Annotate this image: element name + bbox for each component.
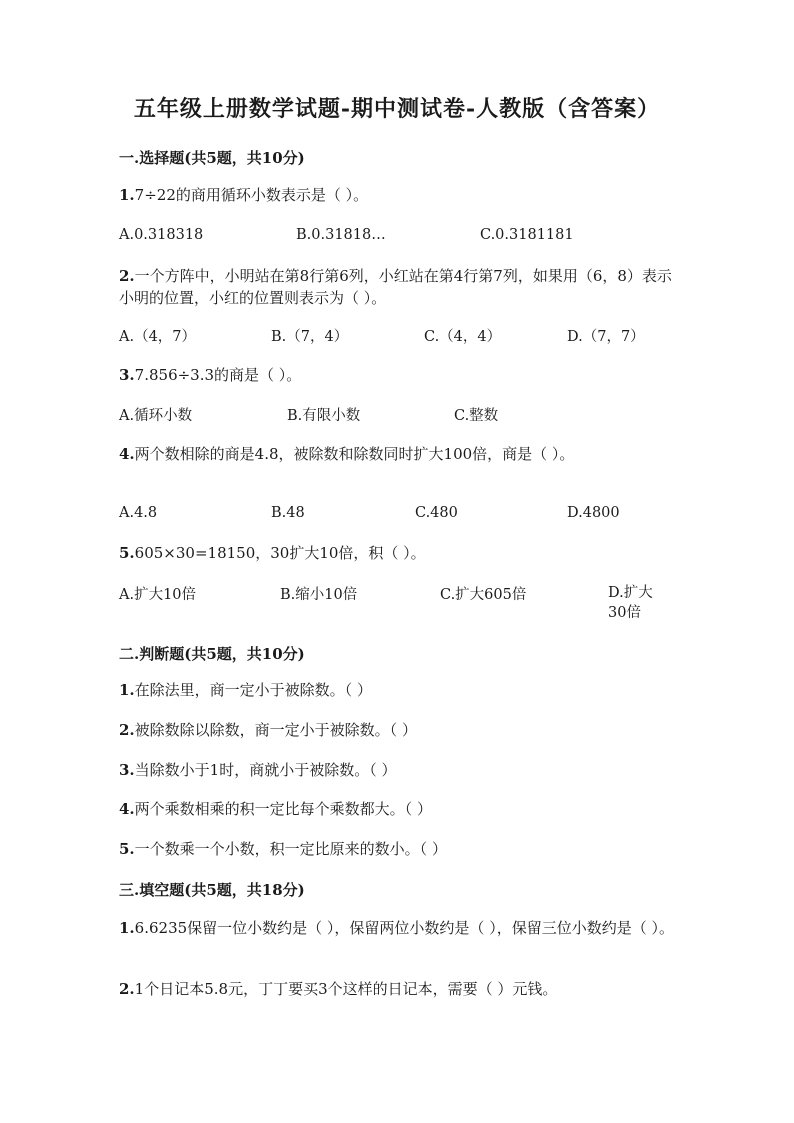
- question-text: 两个数相除的商是4.8，被除数和除数同时扩大100倍，商是（ ）。: [134, 445, 575, 463]
- question-number: 2.: [119, 267, 135, 285]
- option-a: A.（4，7）: [119, 329, 197, 345]
- question-choice-2: [119, 265, 679, 309]
- question-text: 6.6235保留一位小数约是（ ），保留两位小数约是（ ），保留三位小数约是（ ）。: [134, 919, 674, 937]
- question-text: 7÷22的商用循环小数表示是（ ）。: [134, 186, 369, 204]
- option-a: A.4.8: [119, 505, 158, 521]
- question-text: 当除数小于1时，商就小于被除数。（ ）: [134, 761, 397, 779]
- question-number: 1.: [119, 681, 135, 699]
- question-text: 605×30=18150，30扩大10倍，积（ ）。: [134, 544, 426, 562]
- question-text: 在除法里，商一定小于被除数。（ ）: [134, 681, 372, 699]
- question-number: 2.: [119, 721, 135, 739]
- question-number: 1.: [119, 919, 135, 937]
- question-text: 被除数除以除数，商一定小于被除数。（ ）: [134, 721, 417, 739]
- question-text: 7.856÷3.3的商是（ ）。: [134, 366, 302, 384]
- question-fill-2: [119, 978, 679, 1000]
- section-header-judge: 二.判断题(共5题，共10分): [119, 645, 305, 663]
- question-fill-1: [119, 917, 679, 939]
- option-b: B.有限小数: [287, 408, 361, 424]
- question-choice-5: [119, 542, 679, 564]
- question-text: 两个乘数相乘的积一定比每个乘数都大。（ ）: [134, 800, 432, 818]
- question-number: 5.: [119, 840, 135, 858]
- option-b: B.48: [271, 505, 305, 521]
- option-a: A.0.318318: [119, 227, 204, 243]
- question-text: 一个数乘一个小数，积一定比原来的数小。（ ）: [134, 840, 447, 858]
- question-number: 5.: [119, 544, 135, 562]
- question-number: 1.: [119, 186, 135, 204]
- question-choice-4: [119, 443, 679, 465]
- option-d: D.（7，7）: [567, 329, 645, 345]
- question-number: 2.: [119, 980, 135, 998]
- option-b: B.缩小10倍: [280, 587, 358, 603]
- question-text: 一个方阵中，小明站在第8行第6列，小红站在第4行第7列，如果用（6，8）表示小明的位置，小红的位置则表示为（ ）。: [119, 267, 672, 307]
- option-d: D.4800: [567, 505, 620, 521]
- question-judge-1: [119, 679, 679, 701]
- option-a: A.循环小数: [119, 408, 193, 424]
- question-number: 4.: [119, 445, 135, 463]
- question-number: 3.: [119, 761, 135, 779]
- question-number: 3.: [119, 366, 135, 384]
- option-b: B.（7，4）: [271, 329, 349, 345]
- option-d: D.扩大30倍: [608, 585, 653, 621]
- section-header-choice: 一.选择题(共5题，共10分): [119, 149, 305, 167]
- option-a: A.扩大10倍: [119, 587, 197, 603]
- page-title: 五年级上册数学试题-期中测试卷-人教版（含答案）: [133, 96, 661, 122]
- question-judge-4: [119, 798, 679, 820]
- section-header-fill: 三.填空题(共5题，共18分): [119, 881, 305, 899]
- question-judge-2: [119, 719, 679, 741]
- option-c: C.（4，4）: [424, 329, 502, 345]
- option-c: C.480: [415, 505, 458, 521]
- question-number: 4.: [119, 800, 135, 818]
- option-b: B.0.31818…: [296, 227, 386, 243]
- question-choice-3: [119, 364, 679, 386]
- option-c: C.扩大605倍: [440, 587, 527, 603]
- question-judge-3: [119, 759, 679, 781]
- question-text: 1个日记本5.8元，丁丁要买3个这样的日记本，需要（ ）元钱。: [134, 980, 558, 998]
- question-choice-1: [119, 184, 679, 206]
- option-c: C.整数: [454, 408, 499, 424]
- question-judge-5: [119, 838, 679, 860]
- option-c: C.0.3181181: [480, 227, 574, 243]
